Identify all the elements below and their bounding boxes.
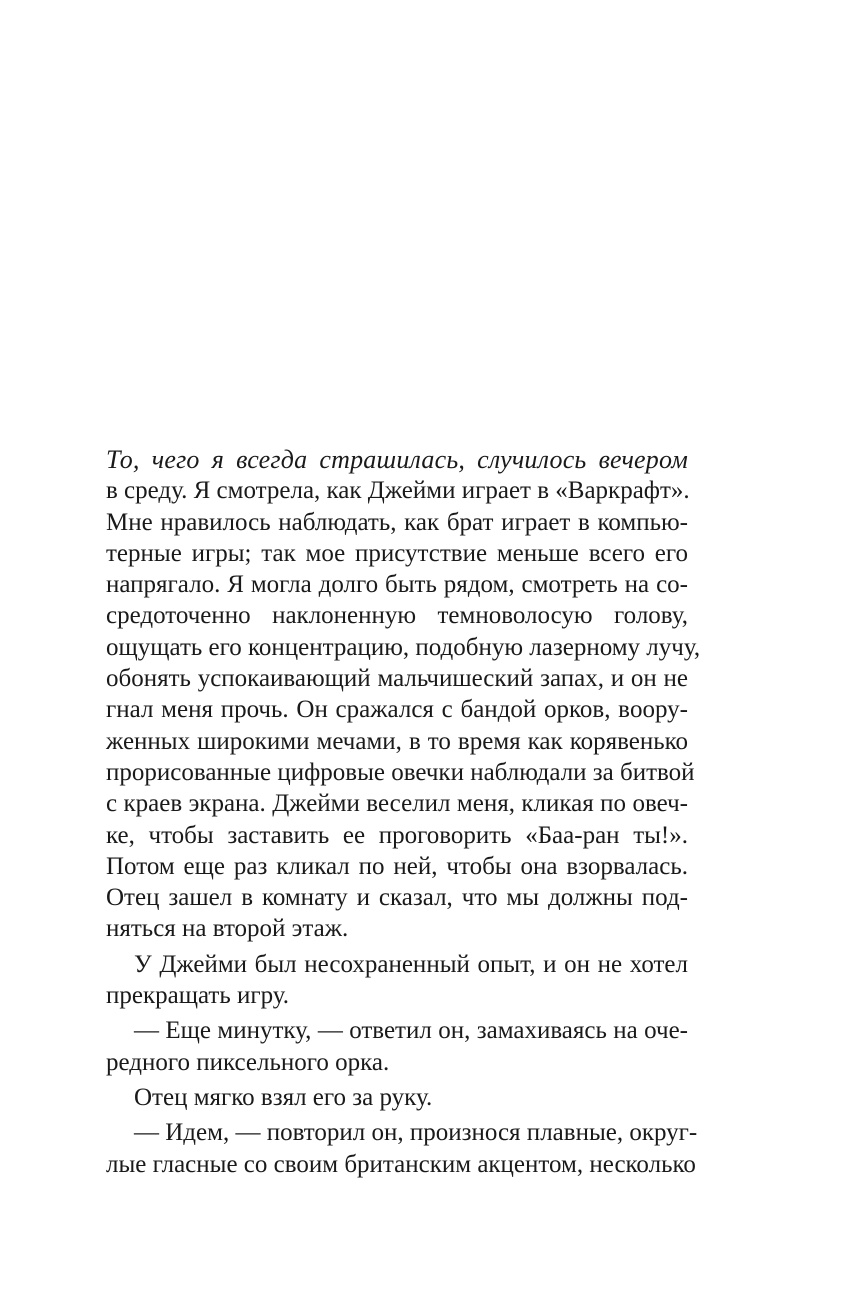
text-line: прекращать игру.: [106, 982, 290, 1010]
text-line: женных широкими мечами, в то время как корявенько: [106, 727, 688, 755]
text-line: Отец зашел в комнату и сказал, что мы должны под-: [106, 884, 688, 912]
text-line: Мне нравилось наблюдать, как брат играет в компью-: [106, 508, 688, 536]
dialogue-line: — Идем, — повторил он, произнося плавные, округ-: [134, 1119, 698, 1147]
text-line: гнал меня прочь. Он сражался с бандой орков, вoору-: [106, 696, 688, 724]
text-line: обонять успокаивающий мальчишеский запах, и он не: [106, 665, 688, 693]
text-line: Потом еще раз кликал по ней, чтобы она взорвалась.: [106, 852, 688, 880]
paragraph-first-line: У Джейми был несохраненный опыт, и он не хотел: [134, 950, 688, 978]
dialogue-line: — Еще минутку, — ответил он, замахиваясь на оче-: [134, 1017, 688, 1045]
text-line: с краев экрана. Джейми веселил меня, кликая по овеч-: [106, 790, 688, 818]
text-line: ощущать его концентрацию, подобную лазерному лучу,: [106, 633, 701, 661]
body-text: [106, 444, 701, 1180]
text-line: прорисованные цифровые овечки наблюдали за битвой: [106, 758, 695, 786]
text-line: няться на второй этаж.: [106, 915, 349, 943]
text-line: терные игры; так мое присутствие меньше всего его: [106, 539, 688, 567]
text-line: лые гласные со своим британским акцентом, несколько: [106, 1150, 696, 1178]
text-line: средоточенно наклоненную темноволосую голову,: [106, 602, 688, 630]
text-line: ке, чтобы заставить ее проговорить «Баа-ран ты!».: [106, 821, 688, 849]
text-line: напрягало. Я могла долго быть рядом, смотреть на со-: [106, 571, 688, 599]
text-line: в среду. Я смотрела, как Джейми играет в «Варкрафт».: [106, 477, 690, 505]
paragraph-first-line: Отец мягко взял его за руку.: [134, 1083, 433, 1111]
paragraph-opening-line: То, чего я всегда страшилась, случилось вечером: [106, 445, 688, 474]
text-line: редного пиксельного орка.: [106, 1048, 390, 1076]
